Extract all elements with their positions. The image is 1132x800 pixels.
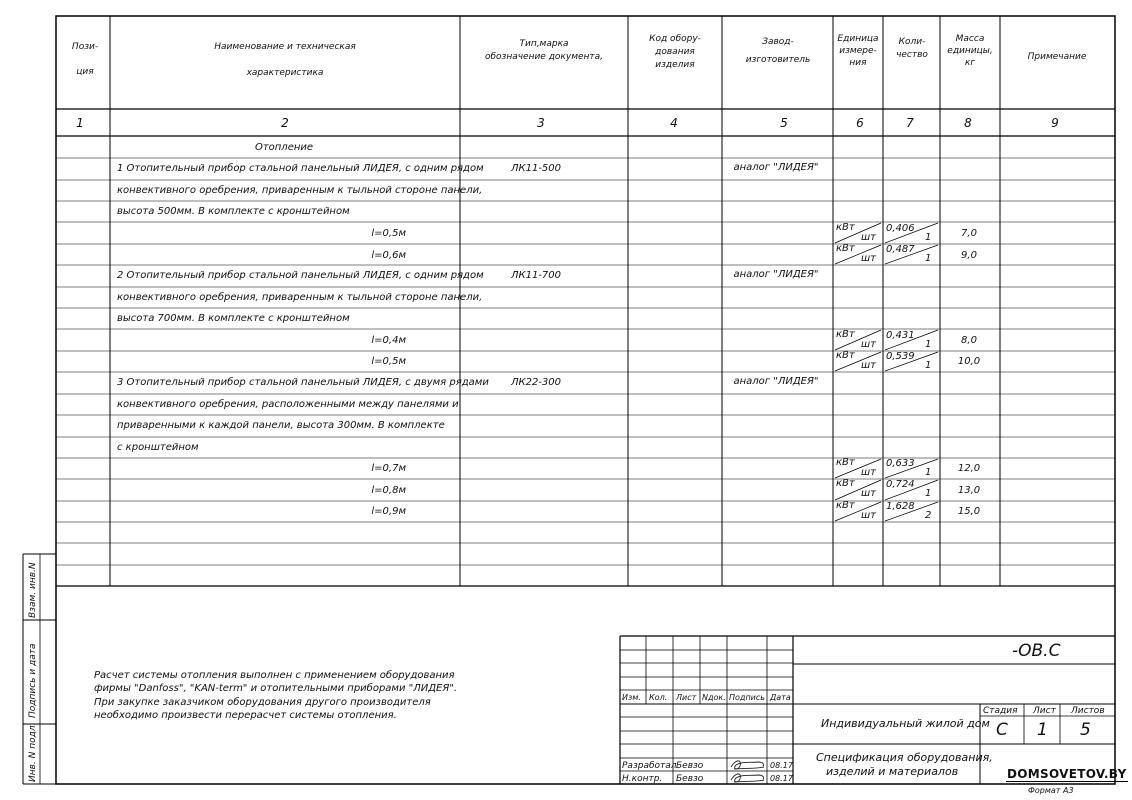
stamp-col-signature: Подпись xyxy=(729,693,765,702)
note-line: необходимо произвести перерасчет системы отопления. xyxy=(94,710,397,721)
item-mass: 13,0 xyxy=(957,485,981,496)
item-mass: 15,0 xyxy=(957,506,981,517)
item-description-line: приваренными к каждой панели, высота 300мм. В комплекте xyxy=(117,420,445,431)
item-quantity: 1 xyxy=(925,253,932,264)
stamp-col-sheet: Лист xyxy=(676,693,697,702)
section-title: Отопление xyxy=(254,142,314,153)
stamp-col-docno: Nдок. xyxy=(702,693,726,702)
item-manufacturer: аналог "ЛИДЕЯ" xyxy=(733,162,819,173)
item-description-line: 1 Отопительный прибор стальной панельный ЛИДЕЯ, с одним рядом xyxy=(117,163,484,174)
item-type: ЛК22-300 xyxy=(510,377,562,388)
item-description-line: 2 Отопительный прибор стальной панельный ЛИДЕЯ, с одним рядом xyxy=(117,270,484,281)
unit-bottom: шт xyxy=(861,360,876,371)
side-label-signature-date: Подпись и дата xyxy=(28,643,38,718)
header-col6-line1: Единица xyxy=(837,34,879,44)
handwritten-signature xyxy=(728,757,768,785)
side-label-replacement: Взам. инв.N xyxy=(28,562,38,618)
item-length: l=0,5м xyxy=(371,356,406,367)
item-power: 0,633 xyxy=(886,458,915,469)
item-length: l=0,9м xyxy=(371,506,406,517)
header-col7-line2: чество xyxy=(896,50,928,60)
col-number: 6 xyxy=(856,116,864,130)
sheets-value: 5 xyxy=(1080,720,1091,740)
item-quantity: 1 xyxy=(925,232,932,243)
header-col1-line2: ция xyxy=(76,67,94,77)
unit-bottom: шт xyxy=(861,253,876,264)
stamp-col-change: Изм. xyxy=(622,693,641,702)
item-power: 1,628 xyxy=(886,501,915,512)
header-col3-line1: Тип,марка xyxy=(519,39,569,49)
unit-bottom: шт xyxy=(861,510,876,521)
note-line: фирмы "Danfoss", "KAN-term" и отопительными приборами "ЛИДЕЯ". xyxy=(94,683,458,694)
col-number: 2 xyxy=(281,116,289,130)
paper-format: Формат А3 xyxy=(1028,786,1074,795)
header-col8-line2: единицы, xyxy=(947,46,993,56)
header-col4-line3: изделия xyxy=(655,60,695,70)
sheet-label: Лист xyxy=(1033,706,1056,716)
header-col5-line1: Завод- xyxy=(762,37,794,47)
item-description-line: высота 500мм. В комплекте с кронштейном xyxy=(117,206,350,217)
col-number: 4 xyxy=(670,116,678,130)
item-length: l=0,5м xyxy=(371,228,406,239)
item-quantity: 2 xyxy=(925,510,932,521)
control-label: Н.контр. xyxy=(622,774,663,784)
stamp-col-count: Кол. xyxy=(649,693,668,702)
header-col5-line2: изготовитель xyxy=(745,55,811,65)
unit-bottom: шт xyxy=(861,488,876,499)
header-col3-line2: обозначение документа, xyxy=(484,52,604,62)
control-name: Бевзо xyxy=(676,774,704,784)
item-length: l=0,4м xyxy=(371,335,406,346)
item-power: 0,431 xyxy=(886,330,915,341)
item-length: l=0,8м xyxy=(371,485,406,496)
side-label-original-inv: Инв. N подл. xyxy=(28,722,38,782)
developed-date: 08.17 xyxy=(770,761,793,770)
col-number: 9 xyxy=(1051,116,1059,130)
header-col1-line1: Пози- xyxy=(71,42,99,52)
item-type: ЛК11-700 xyxy=(510,270,562,281)
doc-title-line1: Спецификация оборудования, xyxy=(816,751,993,764)
sheets-label: Листов xyxy=(1071,706,1105,716)
item-quantity: 1 xyxy=(925,339,932,350)
note-line: При закупке заказчиком оборудования другого производителя xyxy=(94,697,431,708)
item-type: ЛК11-500 xyxy=(510,163,562,174)
unit-top: кВт xyxy=(836,500,855,511)
developed-label: Разработал xyxy=(622,761,677,771)
header-col8-line3: кг xyxy=(964,58,976,68)
stamp-col-date: Дата xyxy=(770,693,791,702)
developed-name: Бевзо xyxy=(676,761,704,771)
item-description-line: высота 700мм. В комплекте с кронштейном xyxy=(117,313,350,324)
item-quantity: 1 xyxy=(925,488,932,499)
col-number: 3 xyxy=(537,116,545,130)
item-description-line: конвективного оребрения, расположенными между панелями и xyxy=(117,399,459,410)
stage-value: С xyxy=(996,720,1008,740)
col-number: 1 xyxy=(76,116,84,130)
control-date: 08.17 xyxy=(770,774,793,783)
item-mass: 12,0 xyxy=(957,463,981,474)
header-col2-line2: характеристика xyxy=(246,68,324,78)
unit-top: кВт xyxy=(836,243,855,254)
item-mass: 8,0 xyxy=(961,335,977,346)
item-description-line: 3 Отопительный прибор стальной панельный ЛИДЕЯ, с двумя рядами xyxy=(117,377,489,388)
unit-top: кВт xyxy=(836,350,855,361)
unit-bottom: шт xyxy=(861,339,876,350)
unit-top: кВт xyxy=(836,457,855,468)
item-length: l=0,7м xyxy=(371,463,406,474)
item-manufacturer: аналог "ЛИДЕЯ" xyxy=(733,269,819,280)
item-quantity: 1 xyxy=(925,467,932,478)
unit-top: кВт xyxy=(836,222,855,233)
header-col7-line1: Коли- xyxy=(898,37,926,47)
note-line: Расчет системы отопления выполнен с применением оборудования xyxy=(94,670,455,681)
object-name: Индивидуальный жилой дом xyxy=(821,717,990,730)
item-description-line: конвективного оребрения, приваренным к тыльной стороне панели, xyxy=(117,185,483,196)
item-power: 0,724 xyxy=(886,479,915,490)
header-col4-line2: дования xyxy=(655,47,695,57)
sheet-value: 1 xyxy=(1037,720,1048,740)
document-code: -ОВ.С xyxy=(1012,641,1061,661)
header-col2-line1: Наименование и техническая xyxy=(214,42,356,52)
header-col6-line3: ния xyxy=(849,58,867,68)
col-number: 5 xyxy=(780,116,788,130)
item-power: 0,487 xyxy=(886,244,915,255)
item-power: 0,539 xyxy=(886,351,915,362)
item-power: 0,406 xyxy=(886,223,915,234)
header-col8-line1: Масса xyxy=(955,34,985,44)
item-manufacturer: аналог "ЛИДЕЯ" xyxy=(733,376,819,387)
item-mass: 9,0 xyxy=(961,250,977,261)
unit-bottom: шт xyxy=(861,467,876,478)
item-mass: 7,0 xyxy=(961,228,977,239)
watermark-site: DOMSOVETOV.BY xyxy=(1007,767,1127,781)
header-col9-line1: Примечание xyxy=(1027,52,1087,62)
item-mass: 10,0 xyxy=(957,356,981,367)
item-description-line: с кронштейном xyxy=(117,442,199,453)
unit-bottom: шт xyxy=(861,232,876,243)
col-number: 8 xyxy=(964,116,972,130)
doc-title-line2: изделий и материалов xyxy=(826,765,959,778)
unit-top: кВт xyxy=(836,478,855,489)
item-description-line: конвективного оребрения, приваренным к тыльной стороне панели, xyxy=(117,292,483,303)
item-length: l=0,6м xyxy=(371,250,406,261)
header-col6-line2: измере- xyxy=(839,46,877,56)
item-quantity: 1 xyxy=(925,360,932,371)
unit-top: кВт xyxy=(836,329,855,340)
header-col4-line1: Код обору- xyxy=(649,34,701,44)
stage-label: Стадия xyxy=(983,706,1018,716)
col-number: 7 xyxy=(906,116,914,130)
